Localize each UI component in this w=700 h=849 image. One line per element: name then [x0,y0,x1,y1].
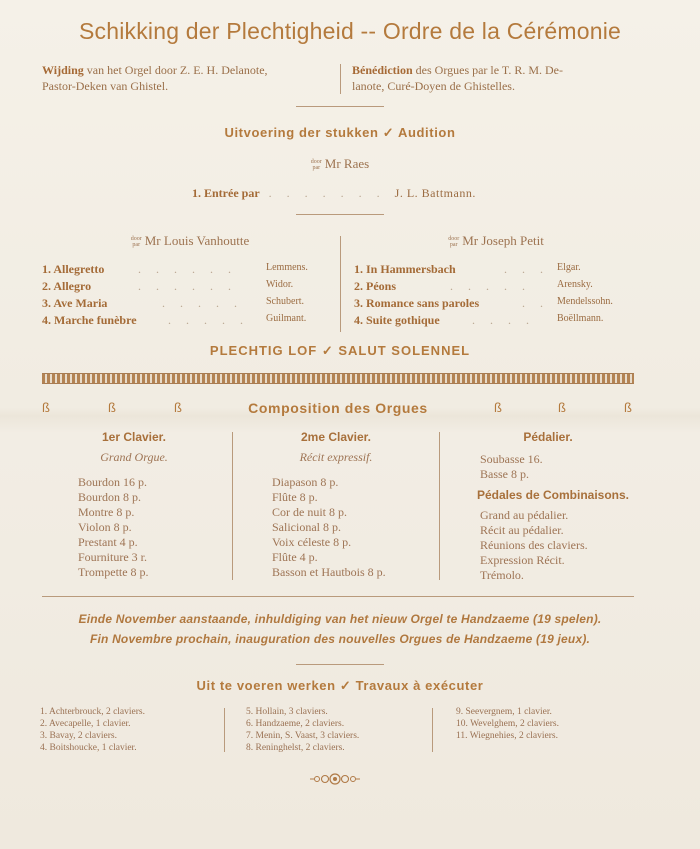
divider-short-2 [296,214,384,215]
combos-title: Pédales de Combinaisons. [476,488,630,502]
clavier1 [44,430,224,580]
list-item: Fourniture 3 r. [78,550,147,564]
raes-item: 1. Entrée par . . . . . . . J. L. Battmann. [192,186,476,200]
announcement-dutch: Einde November aanstaande, inhuldiging van het nieuw Orgel te Handzaeme (19 spelen). [78,612,602,626]
blessing-french [352,62,652,94]
list-item: 10. Wevelghem, 2 claviers. [456,719,560,729]
clavier2 [240,430,432,580]
list-item: Expression Récit. [480,553,565,567]
works-col3 [456,706,636,742]
clavier1-title: 1er Clavier. [101,430,167,444]
blessing-dutch-line2: Pastor-Deken van Ghistel. [42,79,169,93]
raes-name: Mr Raes [324,156,370,171]
works-divider-1 [224,708,225,752]
blessing-divider [340,64,341,94]
raes-item-label: 1. Entrée par [192,186,260,200]
works-heading: Uit te voeren werken ✓ Travaux à exécuter [196,678,484,693]
list-item: 3. Romance sans paroles . . Mendelssohn. [354,296,613,310]
list-item: 7. Menin, S. Vaast, 3 claviers. [246,731,360,741]
list-item: Flûte 8 p. [272,490,318,504]
list-item: Flûte 4 p. [272,550,318,564]
list-item: 3. Bavay, 2 claviers. [40,731,117,741]
page-title: Schikking der Plechtigheid -- Ordre de la Cérémonie [78,18,621,44]
composition-heading: Composition des Orgues [248,400,428,416]
petit-name: Mr Joseph Petit [462,233,544,248]
list-item: 1. Achterbrouck, 2 claviers. [40,707,145,717]
list-item: 8. Reninghelst, 2 claviers. [246,743,345,753]
clavier2-stops [272,475,432,580]
list-item: 2. Allegro . . . . . . Widor. [42,279,294,293]
clavier1-stops [78,475,224,580]
list-item: 6. Handzaeme, 2 claviers. [246,719,345,729]
works-col2 [246,706,426,754]
blessing-french-line2: lanote, Curé-Doyen de Ghistelles. [352,79,515,93]
divider-long [42,596,634,597]
ornament-icon: ß [174,400,182,415]
ornament-icon: ß [108,400,116,415]
list-item: 1. In Hammersbach . . . Elgar. [354,262,581,276]
petit-list [354,262,654,330]
works-divider-2 [432,708,433,752]
list-item: 5. Hollain, 3 claviers. [246,707,328,717]
blessing-french-bold: Bénédiction [352,63,413,77]
performer-prefix: door par [310,159,322,172]
column-divider-2 [439,432,440,580]
list-item: Trémolo. [480,568,524,582]
vanhoutte-name: Mr Louis Vanhoutte [144,233,250,248]
petit-performer: door par Mr Joseph Petit [448,233,544,249]
pedalier-stops [480,452,648,482]
ornament-icon: ß [494,400,502,415]
list-item: Bourdon 16 p. [78,475,147,489]
blessing-dutch-line1: van het Orgel door Z. E. H. Delanote, [86,63,268,77]
list-item: 3. Ave Maria . . . . . Schubert. [42,296,305,310]
clavier1-subtitle: Grand Orgue. [100,450,168,464]
list-item: Diapason 8 p. [272,475,339,489]
list-item: Bourdon 8 p. [78,490,141,504]
clavier2-title: 2me Clavier. [300,430,372,444]
ornament-icon: ß [42,400,50,415]
list-item: Grand au pédalier. [480,508,569,522]
vanhoutte-list [42,262,332,330]
program-divider [340,236,341,332]
list-item: 4. Suite gothique . . . . Boëllmann. [354,313,604,327]
works-col1 [40,706,220,754]
divider-short-1 [296,106,384,107]
list-item: Réunions des claviers. [480,538,588,552]
combos-list [480,508,648,583]
vanhoutte-performer: door par Mr Louis Vanhoutte [130,233,250,249]
ornament-icon [308,772,362,786]
list-item: 9. Seevergnem, 1 clavier. [456,707,552,717]
salut-heading: PLECHTIG LOF ✓ SALUT SOLENNEL [209,343,471,358]
list-item: Récit au pédalier. [480,523,564,537]
column-divider-1 [232,432,233,580]
audition-heading: Uitvoering der stukken ✓ Audition [224,125,456,140]
list-item: 4. Marche funèbre . . . . . Guilmant. [42,313,307,327]
list-item: Cor de nuit 8 p. [272,505,347,519]
list-item: 1. Allegretto . . . . . . Lemmens. [42,262,308,276]
list-item: Trompette 8 p. [78,565,149,579]
announcement-french: Fin Novembre prochain, inauguration des nouvelles Orgues de Handzaeme (19 jeux). [89,632,591,646]
raes-performer [0,156,680,172]
blessing-dutch-bold: Wijding [42,63,84,77]
ornament-icon: ß [558,400,566,415]
list-item: 2. Avecapelle, 1 clavier. [40,719,131,729]
list-item: 4. Boitshoucke, 1 clavier. [40,743,137,753]
raes-item-composer: J. L. Battmann. [394,186,476,200]
list-item: Prestant 4 p. [78,535,138,549]
ornament-icon: ß [624,400,632,415]
pedalier-title: Pédalier. [523,430,573,444]
list-item: 11. Wiegnehies, 2 claviers. [456,731,558,741]
list-item: Basson et Hautbois 8 p. [272,565,386,579]
clavier2-subtitle: Récit expressif. [299,450,373,464]
ornamental-bar [42,373,634,384]
divider-short-3 [296,664,384,665]
blessing-french-line1: des Orgues par le T. R. M. De- [415,63,563,77]
list-item: Violon 8 p. [78,520,132,534]
list-item: Soubasse 16. [480,452,543,466]
list-item: 2. Péons . . . . . Arensky. [354,279,593,293]
blessing-dutch [42,62,332,94]
list-item: Salicional 8 p. [272,520,341,534]
pedalier [448,430,648,583]
list-item: Voix céleste 8 p. [272,535,352,549]
list-item: Basse 8 p. [480,467,529,481]
list-item: Montre 8 p. [78,505,135,519]
